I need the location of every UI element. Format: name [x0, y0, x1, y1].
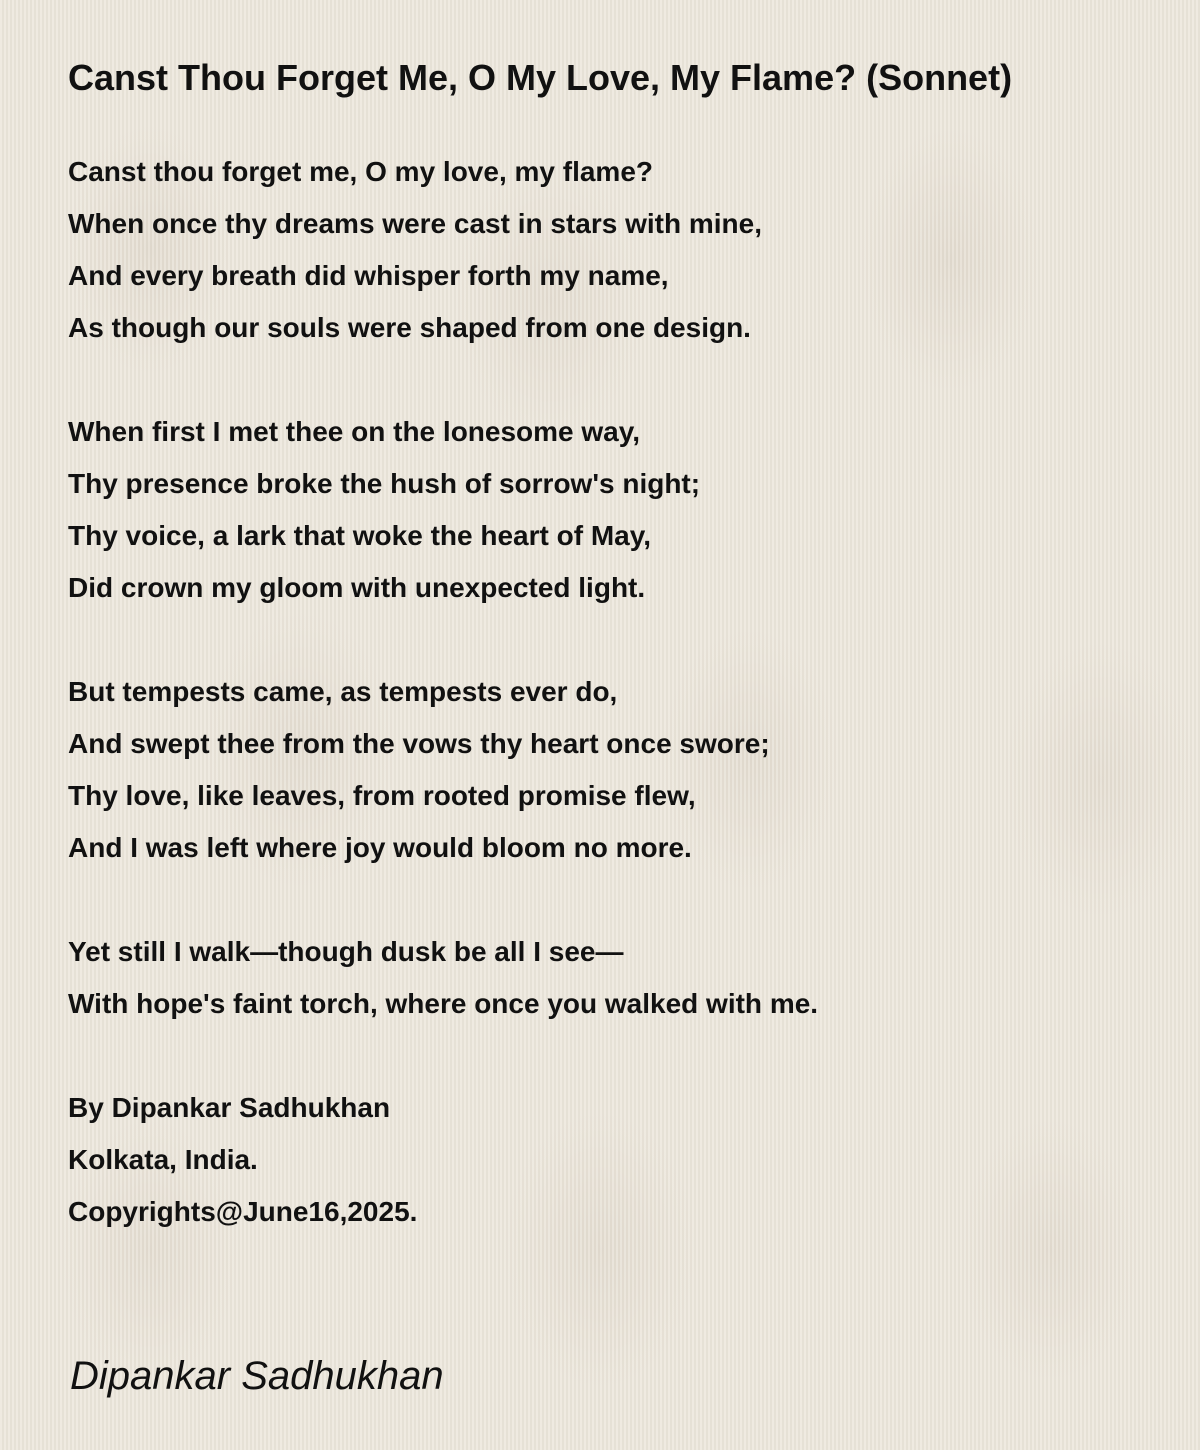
poem-line: Canst thou forget me, O my love, my flame? — [68, 156, 654, 187]
poem-line: When first I met thee on the lonesome way, — [68, 416, 641, 447]
copyright-notice: Copyrights@June16,2025. — [68, 1196, 418, 1227]
stanza-break — [68, 614, 1148, 666]
stanza-break — [68, 354, 1148, 406]
poem-line: When once thy dreams were cast in stars with mine, — [68, 208, 762, 239]
poem-body — [68, 146, 1148, 1238]
poem-line: And I was left where joy would bloom no more. — [68, 832, 692, 863]
poem-line: Thy voice, a lark that woke the heart of May, — [68, 520, 651, 551]
author-location: Kolkata, India. — [68, 1144, 258, 1175]
poem-line: Yet still I walk—though dusk be all I see— — [68, 936, 624, 967]
couplet — [68, 926, 1148, 1030]
stanza-2 — [68, 406, 1148, 614]
poem-content — [68, 52, 1148, 1238]
stanza-break — [68, 1030, 1148, 1082]
poem-title: Canst Thou Forget Me, O My Love, My Flame? (Sonnet) — [68, 57, 1013, 98]
author-credits — [68, 1082, 1148, 1238]
author-byline: By Dipankar Sadhukhan — [68, 1092, 391, 1123]
stanza-1 — [68, 146, 1148, 354]
stanza-3 — [68, 666, 1148, 874]
poem-line: Thy presence broke the hush of sorrow's night; — [68, 468, 701, 499]
poem-line: And swept thee from the vows thy heart once swore; — [68, 728, 770, 759]
poem-line: As though our souls were shaped from one design. — [68, 312, 751, 343]
poem-line: But tempests came, as tempests ever do, — [68, 676, 618, 707]
poem-line: Did crown my gloom with unexpected light. — [68, 572, 646, 603]
stanza-break — [68, 874, 1148, 926]
poem-line: And every breath did whisper forth my name, — [68, 260, 669, 291]
author-signature: Dipankar Sadhukhan — [70, 1354, 444, 1398]
poem-line: Thy love, like leaves, from rooted promise flew, — [68, 780, 696, 811]
poem-line: With hope's faint torch, where once you walked with me. — [68, 988, 819, 1019]
